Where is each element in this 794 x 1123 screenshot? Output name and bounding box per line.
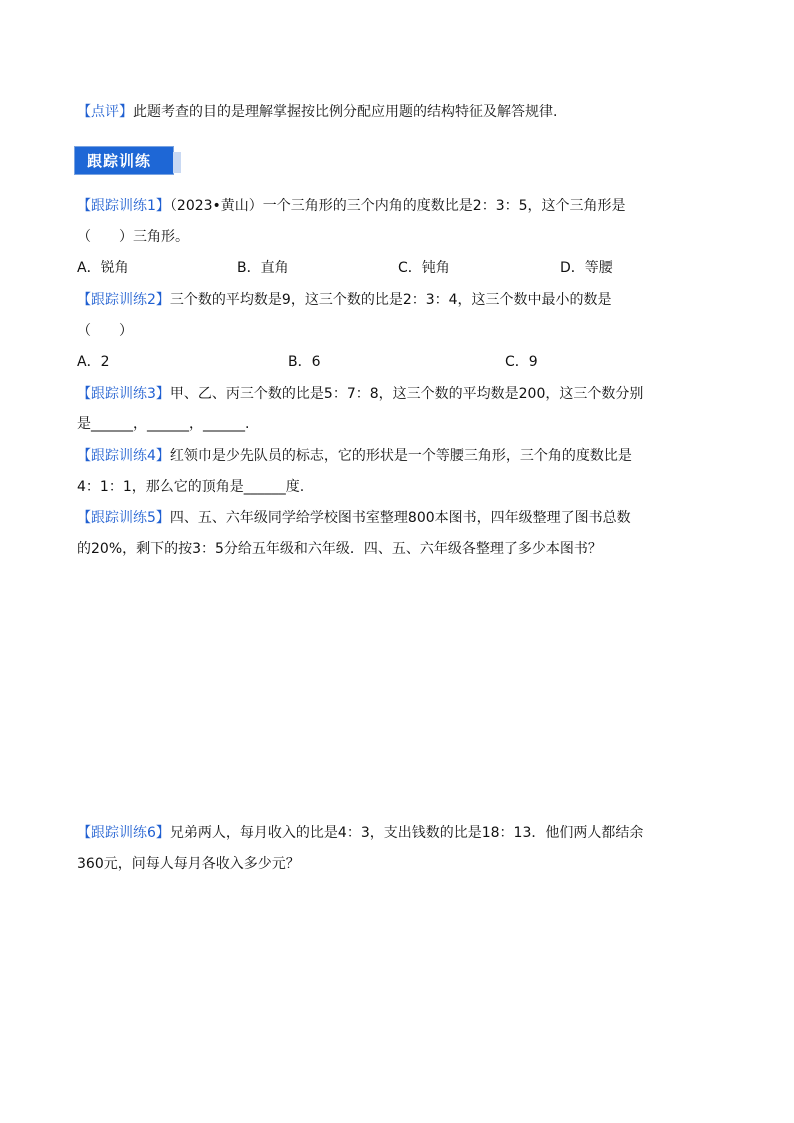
problem-1-text-1: （2023•黄山）一个三角形的三个内角的度数比是2：3：5，这个三角形是 (169, 198, 626, 214)
problem-1-option-d: D．等腰 (560, 260, 613, 276)
problem-2-line-1 (77, 291, 612, 309)
problem-2-option-a: A．2 (77, 354, 110, 370)
problem-5-line-2 (77, 540, 602, 558)
comment-tag: 【点评】 (77, 104, 133, 120)
problem-2-text-1: 三个数的平均数是9，这三个数的比是2：3：4，这三个数中最小的数是 (169, 292, 612, 308)
problem-6-text-1: 兄弟两人，每月收入的比是4：3，支出钱数的比是18：13．他们两人都结余 (169, 825, 644, 841)
problem-4-tag: 【跟踪训练4】 (77, 448, 170, 464)
section-header-title: 跟踪训练 (87, 152, 152, 170)
problem-6-line-1 (77, 824, 643, 842)
problem-2-tag: 【跟踪训练2】 (77, 292, 170, 308)
problem-5-text-2: 的20%，剩下的按3：5分给五年级和六年级．四、五、六年级各整理了多少本图书？ (77, 541, 602, 557)
problem-1-text-2: （ ）三角形。 (77, 229, 189, 245)
problem-3-line-2 (77, 415, 249, 433)
problem-1-option-c: C．钝角 (398, 260, 450, 276)
problem-1-line-1 (77, 197, 626, 215)
problem-6-tag: 【跟踪训练6】 (77, 825, 170, 841)
problem-4-line-2 (77, 478, 304, 496)
problem-1-tag: 【跟踪训练1】 (77, 198, 170, 214)
problem-5-line-1 (77, 509, 631, 527)
problem-2-text-2: （ ） (77, 323, 133, 339)
problem-6-line-2 (77, 855, 300, 873)
problem-3-text-2: 是______，______，______. (77, 416, 250, 432)
problem-3-tag: 【跟踪训练3】 (77, 386, 170, 402)
problem-4-line-1 (77, 447, 632, 465)
section-header (74, 146, 174, 175)
problem-2-option-b: B．6 (288, 354, 321, 370)
problem-6-text-2: 360元，问每人每月各收入多少元？ (77, 856, 300, 872)
problem-1-option-b: B．直角 (237, 260, 289, 276)
problem-2-line-2 (77, 322, 133, 340)
problem-2-options (77, 353, 717, 371)
problem-5-text-1: 四、五、六年级同学给学校图书室整理800本图书，四年级整理了图书总数 (169, 510, 631, 526)
comment-line (77, 103, 557, 121)
problem-2-option-c: C．9 (505, 354, 538, 370)
problem-1-line-2 (77, 228, 189, 246)
problem-4-text-2: 4：1：1，那么它的顶角是______度. (77, 479, 305, 495)
problem-1-options (77, 259, 717, 277)
comment-text: 此题考查的目的是理解掌握按比例分配应用题的结构特征及解答规律. (133, 104, 558, 120)
problem-4-text-1: 红领巾是少先队员的标志，它的形状是一个等腰三角形，三个角的度数比是 (169, 448, 632, 464)
problem-3-line-1 (77, 385, 643, 403)
problem-3-text-1: 甲、乙、丙三个数的比是5：7：8，这三个数的平均数是200，这三个数分别 (169, 386, 644, 402)
problem-1-option-a: A．锐角 (77, 260, 129, 276)
problem-5-tag: 【跟踪训练5】 (77, 510, 170, 526)
